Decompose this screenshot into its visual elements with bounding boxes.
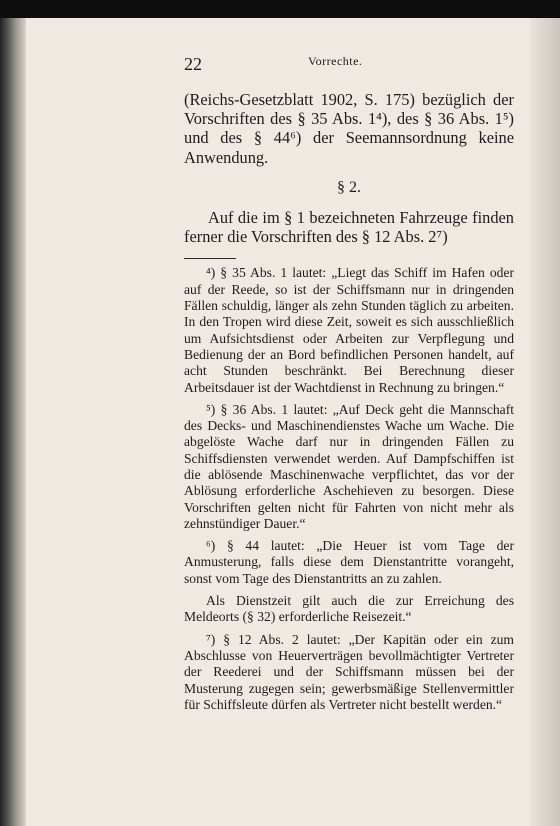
page-header (184, 52, 514, 74)
footnote-6-continued: Als Dienstzeit gilt auch die zur Erreichung des Meldeorts (§ 32) erforderliche Reisezeit.“ (184, 593, 514, 625)
footnote-6: ⁶) § 44 lautet: „Die Heuer ist vom Tage der Anmusterung, falls diese dem Dienstantritte vorangeht, sonst vom Tage des Dienstantritts an zu zahlen. (184, 538, 514, 586)
paragraph-continuation: (Reichs-Gesetzblatt 1902, S. 175) bezüglich der Vorschriften des § 35 Abs. 1⁴), des § 36 Abs. 1⁵) und des § 44⁶) der Seemannsordnung keine Anwendung. (184, 90, 514, 167)
paragraph-section-2: Auf die im § 1 bezeichneten Fahrzeuge finden ferner die Vorschriften des § 12 Abs. 2⁷) (184, 208, 514, 247)
footnote-separator (184, 258, 236, 259)
running-head: Vorrechte. (308, 54, 363, 68)
page-body (184, 90, 514, 719)
section-heading: § 2. (337, 178, 361, 196)
page-number: 22 (184, 54, 202, 74)
book-spine-shadow (0, 18, 26, 826)
scan-top-border (0, 0, 560, 18)
footnote-7: ⁷) § 12 Abs. 2 lautet: „Der Kapitän oder ein zum Abschlusse von Heuerverträgen bevollmächtigter Vertreter der Reederei und der Schiffsmann müssen bei der Musterung zugegen sein; gewerbsmäßige Stellenvermittler für Schiffsleute dürfen als Vertreter nicht bestellt werden.“ (184, 631, 514, 712)
page-edge-shadow (530, 18, 560, 826)
footnote-5: ⁵) § 36 Abs. 1 lautet: „Auf Deck geht die Mannschaft des Decks- und Maschinendienstes Wache um Wache. Die abgelöste Wache darf nur in dringenden Fällen zu Schiffsdiensten verwendet werden. Auf Dampfschiffen ist die ablösende Maschinenwache verpflichtet, das vor der Ablösung erforderliche Aschehieven zu besorgen. Diese Vorschriften gelten nicht für Fahrten von nicht mehr als zehnstündiger Dauer.“ (184, 401, 514, 531)
footnote-4: ⁴) § 35 Abs. 1 lautet: „Liegt das Schiff im Hafen oder auf der Reede, so ist der Schiffsmann nur in dringenden Fällen schuldig, länger als zehn Stunden täglich zu arbeiten. In den Tropen wird diese Zeit, soweit es sich ausschließlich um Aufsichtsdienst oder Arbeiten zur Verpflegung und Bedienung der an Bord befindlichen Personen handelt, auf acht Stunden beschränkt. Bei Berechnung dieser Arbeitsdauer ist der Wachtdienst in Rechnung zu bringen.“ (184, 265, 514, 395)
